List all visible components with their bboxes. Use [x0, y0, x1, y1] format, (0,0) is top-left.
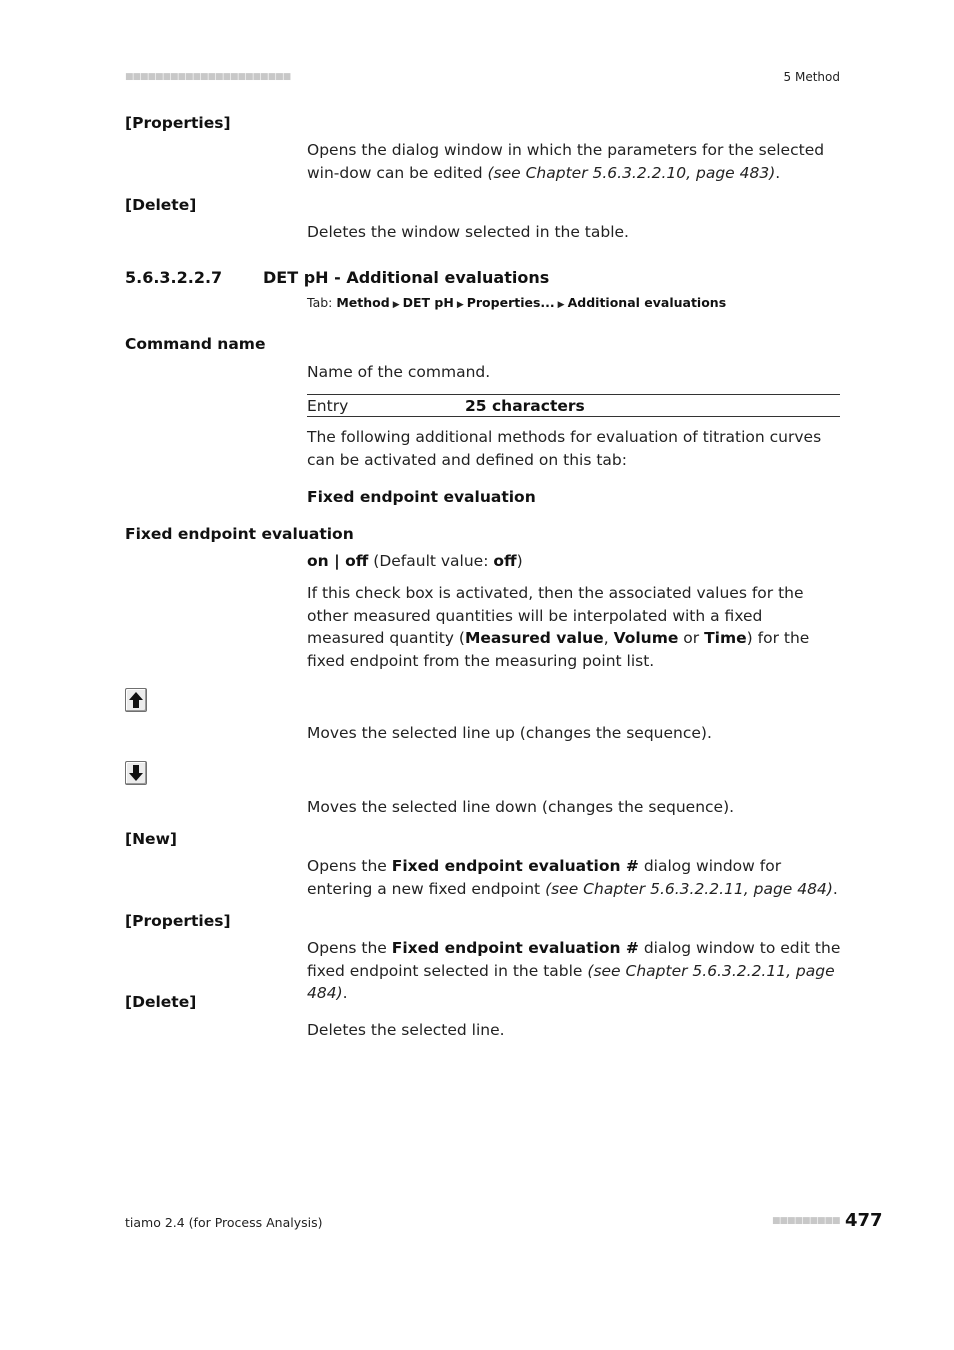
tab-path: Tab: Method ▶ DET pH ▶ Properties... ▶ Additional evaluations: [307, 295, 727, 310]
header-chapter: 5 Method: [783, 70, 840, 84]
move-down-button[interactable]: [125, 761, 147, 785]
chapter-reference[interactable]: (see Chapter 5.6.3.2.2.11, page 484): [545, 879, 833, 898]
desc-properties: Opens the dialog window in which the parameters for the selected win-dow can be edited (see Chapter 5.6.3.2.2.10, page 483).: [307, 141, 825, 182]
chapter-reference[interactable]: (see Chapter 5.6.3.2.2.10, page 483): [487, 163, 776, 182]
triangle-right-icon: ▶: [456, 300, 464, 310]
triangle-right-icon: ▶: [392, 300, 400, 310]
move-up-button[interactable]: [125, 688, 147, 712]
footer-decoration: ■■■■■■■■■: [772, 1216, 840, 1226]
desc-delete: Deletes the window selected in the table.: [307, 223, 629, 241]
section-title: DET pH - Additional evaluations: [263, 268, 550, 287]
desc-fixed-endpoint: If this check box is activated, then the associated values for the other measured quantities will be interpolated with a fixed measured quantity (Measured value, Volume or Time) for the fixed endpoint from the measuring point list.: [307, 584, 810, 670]
term-fixed-endpoint: Fixed endpoint evaluation: [125, 525, 354, 543]
arrow-down-icon: [128, 764, 144, 782]
arrow-up-icon: [128, 691, 144, 709]
header-decoration: ■■■■■■■■■■■■■■■■■■■■■■: [125, 72, 291, 82]
term-properties: [Properties]: [125, 114, 231, 132]
chapter-reference[interactable]: (see Chapter 5.6.3.2.2.11, page 484): [307, 961, 835, 1002]
desc-move-down: Moves the selected line down (changes the sequence).: [307, 798, 735, 816]
desc-following: The following additional methods for evaluation of titration curves can be activated and defined on this tab:: [307, 428, 822, 469]
term-new: [New]: [125, 830, 177, 848]
term-delete-2: [Delete]: [125, 993, 197, 1011]
entry-table: [307, 394, 840, 417]
entry-value: 25 characters: [465, 397, 585, 415]
section-number: 5.6.3.2.2.7: [125, 268, 223, 287]
term-command-name: Command name: [125, 335, 266, 353]
subheading-fixed-endpoint: Fixed endpoint evaluation: [307, 488, 536, 506]
term-delete: [Delete]: [125, 196, 197, 214]
page-number: 477: [845, 1210, 883, 1231]
desc-properties-2: Opens the Fixed endpoint evaluation # dialog window to edit the fixed endpoint selected in the table (see Chapter 5.6.3.2.2.11, page 484).: [307, 939, 841, 1002]
footer-product: tiamo 2.4 (for Process Analysis): [125, 1215, 323, 1230]
desc-delete-2: Deletes the selected line.: [307, 1021, 505, 1039]
desc-new: Opens the Fixed endpoint evaluation # dialog window for entering a new fixed endpoint (see Chapter 5.6.3.2.2.11, page 484).: [307, 857, 838, 898]
entry-label: Entry: [307, 397, 349, 415]
desc-move-up: Moves the selected line up (changes the sequence).: [307, 724, 712, 742]
fixed-endpoint-options: on | off (Default value: off): [307, 552, 523, 570]
term-properties-2: [Properties]: [125, 912, 231, 930]
triangle-right-icon: ▶: [557, 300, 565, 310]
desc-command-name: Name of the command.: [307, 363, 491, 381]
